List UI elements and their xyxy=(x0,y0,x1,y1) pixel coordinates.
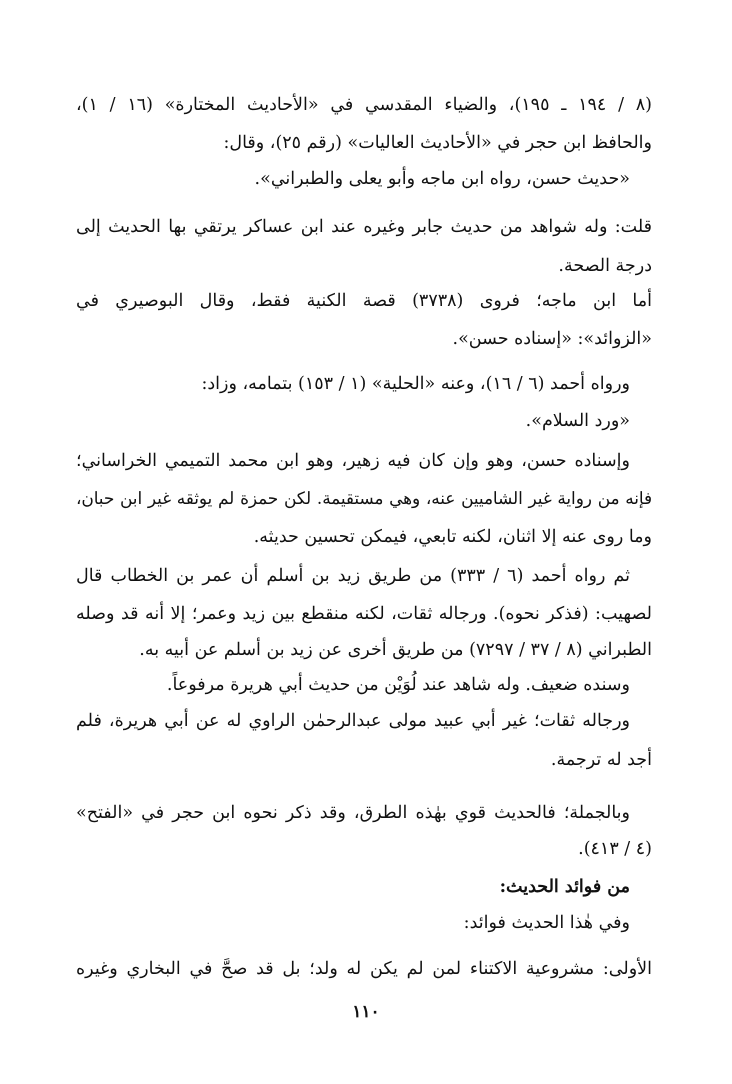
text-line: «الزوائد»: «إسناده حسن». xyxy=(452,329,652,349)
text-line: «ورد السلام». xyxy=(525,411,630,431)
text-line: الطبراني (٨ / ٣٧ / ٧٢٩٧) من طريق أخرى عن زيد بن أسلم عن أبيه به. xyxy=(139,640,652,660)
text-line: وفي هٰذا الحديث فوائد: xyxy=(463,913,630,933)
text-line: وبالجملة؛ فالحديث قوي بهٰذه الطرق، وقد ذكر نحوه ابن حجر في «الفتح» xyxy=(76,803,630,823)
text-line: (٨ / ١٩٤ ـ ١٩٥)، والضياء المقدسي في «الأحاديث المختارة» (١٦ / ١)، xyxy=(76,95,652,115)
text-line: «حديث حسن، رواه ابن ماجه وأبو يعلى والطبراني». xyxy=(254,169,630,189)
text-line: لصهيب: (فذكر نحوه). ورجاله ثقات، لكنه منقطع بين زيد وعمر؛ إلا أنه قد وصله xyxy=(76,604,652,624)
text-line: قلت: وله شواهد من حديث جابر وغيره عند ابن عساكر يرتقي بها الحديث إلى xyxy=(76,217,652,237)
text-line: (٤ / ٤١٣). xyxy=(578,839,652,859)
text-line: وما روى عنه إلا اثنان، لكنه تابعي، فيمكن تحسين حديثه. xyxy=(253,527,652,547)
text-line: الأولى: مشروعية الاكتناء لمن لم يكن له ولد؛ بل قد صحَّ في البخاري وغيره xyxy=(76,959,652,979)
text-line: ثم رواه أحمد (٦ / ٣٣٣) من طريق زيد بن أسلم أن عمر بن الخطاب قال xyxy=(76,566,630,586)
text-line: فإنه من رواية غير الشاميين عنه، وهي مستقيمة. لكن حمزة لم يوثقه غير ابن حبان، xyxy=(76,488,652,508)
document-page xyxy=(76,88,652,1048)
text-line: والحافظ ابن حجر في «الأحاديث العاليات» (رقم ٢٥)، وقال: xyxy=(223,133,652,153)
section-heading: من فوائد الحديث: xyxy=(499,877,630,897)
text-line: ورجاله ثقات؛ غير أبي عبيد مولى عبدالرحمٰن الراوي له عن أبي هريرة، فلم xyxy=(76,711,630,731)
text-line: أما ابن ماجه؛ فروى (٣٧٣٨) قصة الكنية فقط، وقال البوصيري في xyxy=(76,291,652,311)
text-line: وسنده ضعيف. وله شاهد عند لُوَيْن من حديث أبي هريرة مرفوعاً. xyxy=(166,675,630,695)
text-line: ورواه أحمد (٦ / ١٦)، وعنه «الحلية» (١ / ١٥٣) بتمامه، وزاد: xyxy=(201,374,630,394)
text-line: أجد له ترجمة. xyxy=(550,750,652,770)
text-line: وإسناده حسن، وهو وإن كان فيه زهير، وهو ابن محمد التميمي الخراساني؛ xyxy=(76,451,630,471)
page-number: ١١٠ xyxy=(352,1002,380,1022)
text-line: درجة الصحة. xyxy=(558,256,652,276)
